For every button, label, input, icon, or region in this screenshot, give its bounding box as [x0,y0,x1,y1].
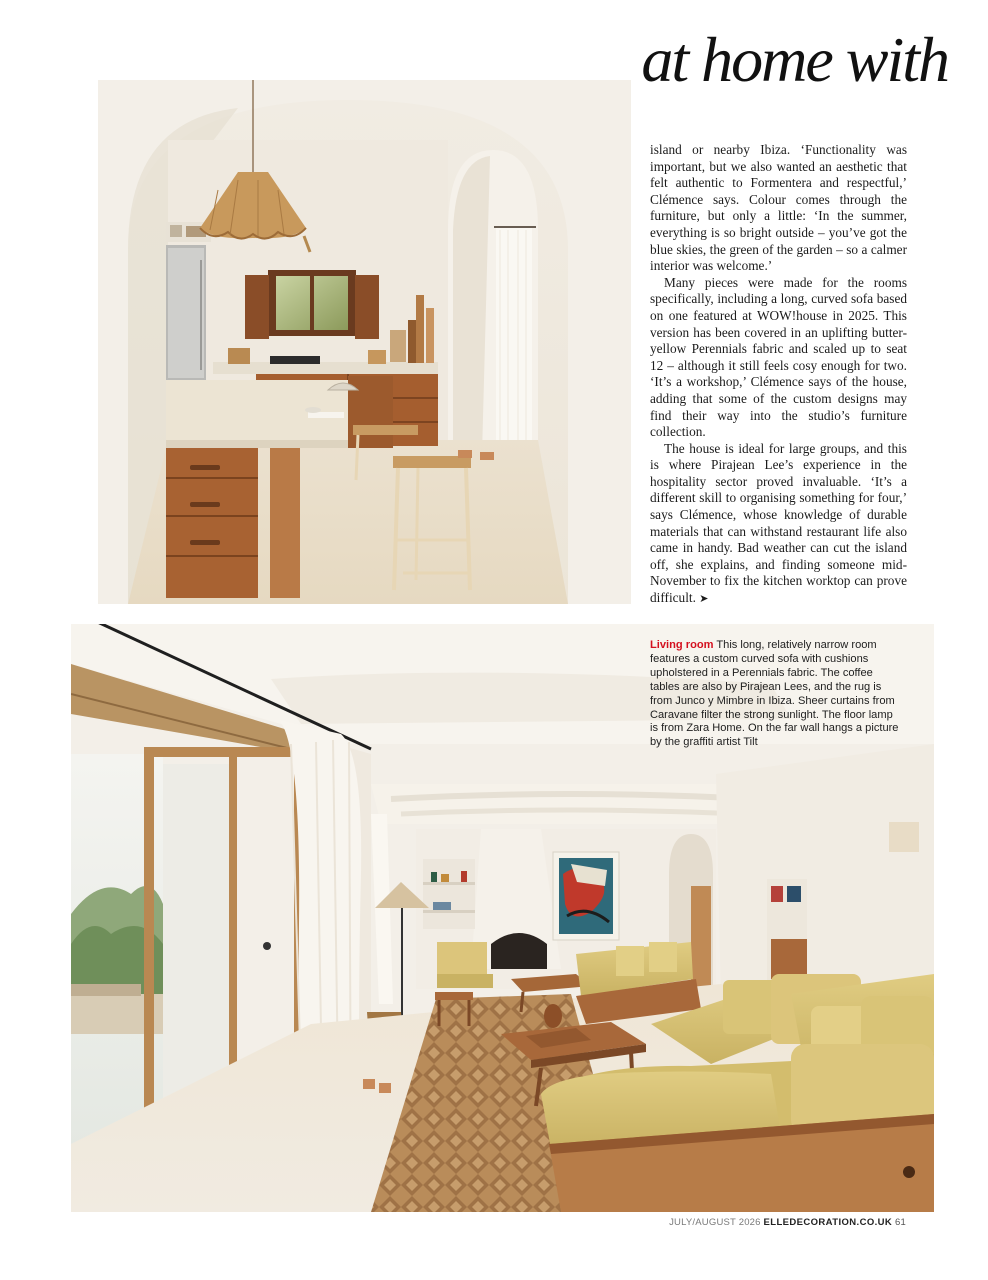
end-of-article-arrow-icon: ➤ [699,592,709,606]
caption-heading: Living room [650,639,714,651]
section-title: at home with [641,24,948,95]
article-body [650,142,907,608]
issue-date: JULY/AUGUST 2026 [669,1217,761,1228]
page-number: 61 [895,1217,906,1228]
article-paragraph: island or nearby Ibiza. ‘Functionality was important, but we also wanted an aesthetic that felt authentic to Formentera and respectful,’ Clémence says. Colour comes through the furniture, but only a little: ‘In the summer, everything is so bright outside – you’ve got the blue skies, the green of the garden – so a calmer interior was welcome.’ [650,142,907,274]
website-link[interactable]: ELLEDECORATION.CO.UK [763,1217,893,1228]
article-paragraph: Many pieces were made for the rooms specifically, including a long, curved sofa based on one featured at WOW!house in 2025. This version has been covered in an uplifting butter-yellow Perennials fabric and scaled up to seat 12 – although it still feels cosy enough for two. ‘It’s a workshop,’ Clémence says of the house, adding that some of the custom designs may find their way into the studio’s furniture collection. [650,274,907,440]
caption-text: This long, relatively narrow room features a custom curved sofa with cushions upholstered in a Perennials fabric. The coffee tables are also by Pirajean Lees, and the rug is from Junco y Mimbre in Ibiza. Sheer curtains from Caravane filter the strong sunlight. The floor lamp is from Zara Home. On the far wall hangs a picture by the graffiti artist Tilt [650,639,899,749]
kitchen-photo [98,80,631,604]
article-paragraph: The house is ideal for large groups, and this is where Pirajean Lee’s experience in the hospitality sector proved invaluable. ‘It’s a different skill to organising something for four,’ says Clémence, whose knowledge of durable materials that can withstand restaurant life also came in handy. Bad weather can cut the island off, she explains, and finding someone mid-November to fix the kitchen worktop can prove difficult. [650,440,907,606]
photo-caption [650,639,900,750]
page-footer [669,1217,906,1228]
